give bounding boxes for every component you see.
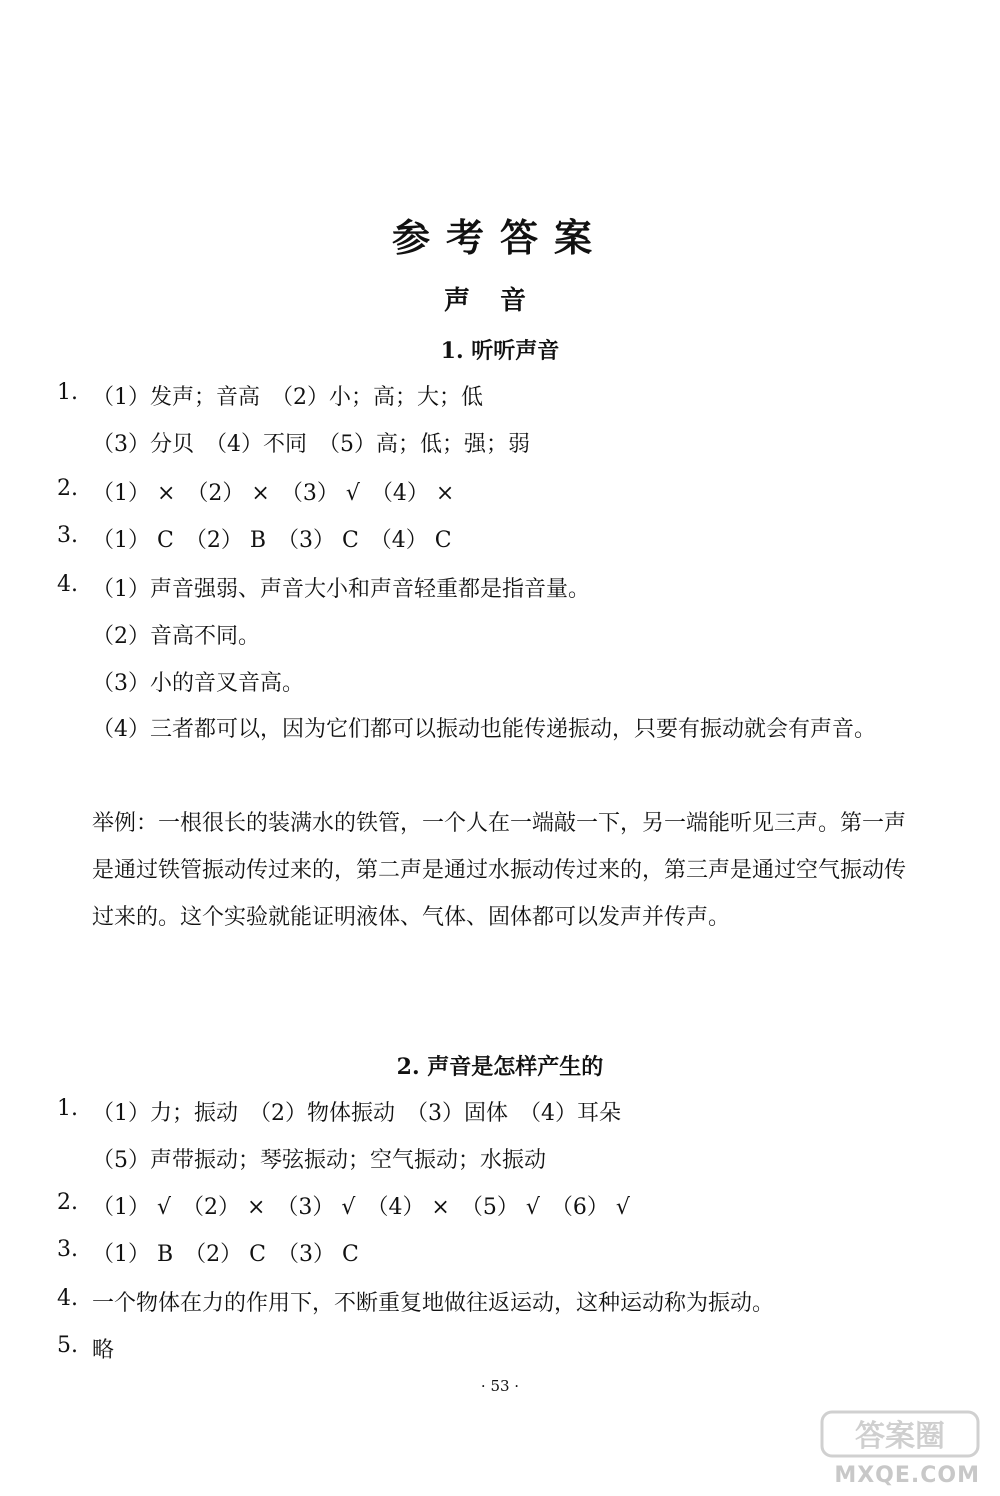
s2-q4-number: 4. bbox=[57, 1286, 78, 1311]
s2-q5-number: 5. bbox=[57, 1333, 78, 1358]
s2-q4-line: 一个物体在力的作用下，不断重复地做往返运动，这种运动称为振动。 bbox=[92, 1291, 775, 1316]
s2-q5-line: 略 bbox=[92, 1338, 115, 1363]
s2-q1-line1: （1）力；振动 （2）物体振动 （3）固体 （4）耳朵 bbox=[92, 1101, 621, 1126]
s1-q3-number: 3. bbox=[57, 523, 78, 548]
page-number: · 53 · bbox=[480, 1377, 520, 1395]
s1-q2-line: （1） × （2） × （3） √ （4） × bbox=[92, 481, 455, 506]
s1-q4-number: 4. bbox=[57, 572, 78, 597]
s1-q1-line1: （1）发声；音高 （2）小；高；大；低 bbox=[92, 385, 483, 410]
s1-q4-answer-2: （2）音高不同。 bbox=[92, 624, 260, 649]
page-title: 参考答案 bbox=[391, 215, 608, 260]
s1-q4-example: 举例：一根很长的装满水的铁管，一个人在一端敲一下，另一端能听见三声。第一声是通过铁管振动传过来的，第二声是通过水振动传过来的，第三声是通过空气振动传过来的。这个实验就能证明液体、气体、固体都可以发声并传声。 bbox=[92, 811, 907, 930]
s1-q1-line2: （3）分贝 （4）不同 （5）高；低；强；弱 bbox=[92, 432, 530, 457]
watermark-logo bbox=[820, 1408, 980, 1460]
s2-q1-line2: （5）声带振动；琴弦振动；空气振动；水振动 bbox=[92, 1148, 546, 1173]
s1-q1-number: 1. bbox=[57, 380, 78, 405]
s2-q1-number: 1. bbox=[57, 1096, 78, 1121]
section-2-title: 2. 声音是怎样产生的 bbox=[396, 1054, 604, 1080]
watermark-logo-text: 答案圈 bbox=[855, 1419, 945, 1454]
s2-q3-line: （1） B （2） C （3） C bbox=[92, 1242, 359, 1267]
s1-q4-answer-3: （3）小的音叉音高。 bbox=[92, 671, 304, 696]
s1-q4-answer-1: （1）声音强弱、声音大小和声音轻重都是指音量。 bbox=[92, 577, 590, 602]
chapter-title: 声音 bbox=[443, 286, 556, 316]
s1-q3-line: （1） C （2） B （3） C （4） C bbox=[92, 528, 452, 553]
section-1-title: 1. 听听声音 bbox=[440, 338, 560, 364]
s2-q3-number: 3. bbox=[57, 1237, 78, 1262]
s2-q2-line: （1） √ （2） × （3） √ （4） × （5） √ （6） √ bbox=[92, 1195, 630, 1220]
s2-q2-number: 2. bbox=[57, 1190, 78, 1215]
s1-q4-answer-4: （4）三者都可以，因为它们都可以振动也能传递振动，只要有振动就会有声音。 bbox=[92, 717, 876, 742]
watermark-text: MXQE.COM bbox=[834, 1463, 980, 1488]
s1-q2-number: 2. bbox=[57, 476, 78, 501]
